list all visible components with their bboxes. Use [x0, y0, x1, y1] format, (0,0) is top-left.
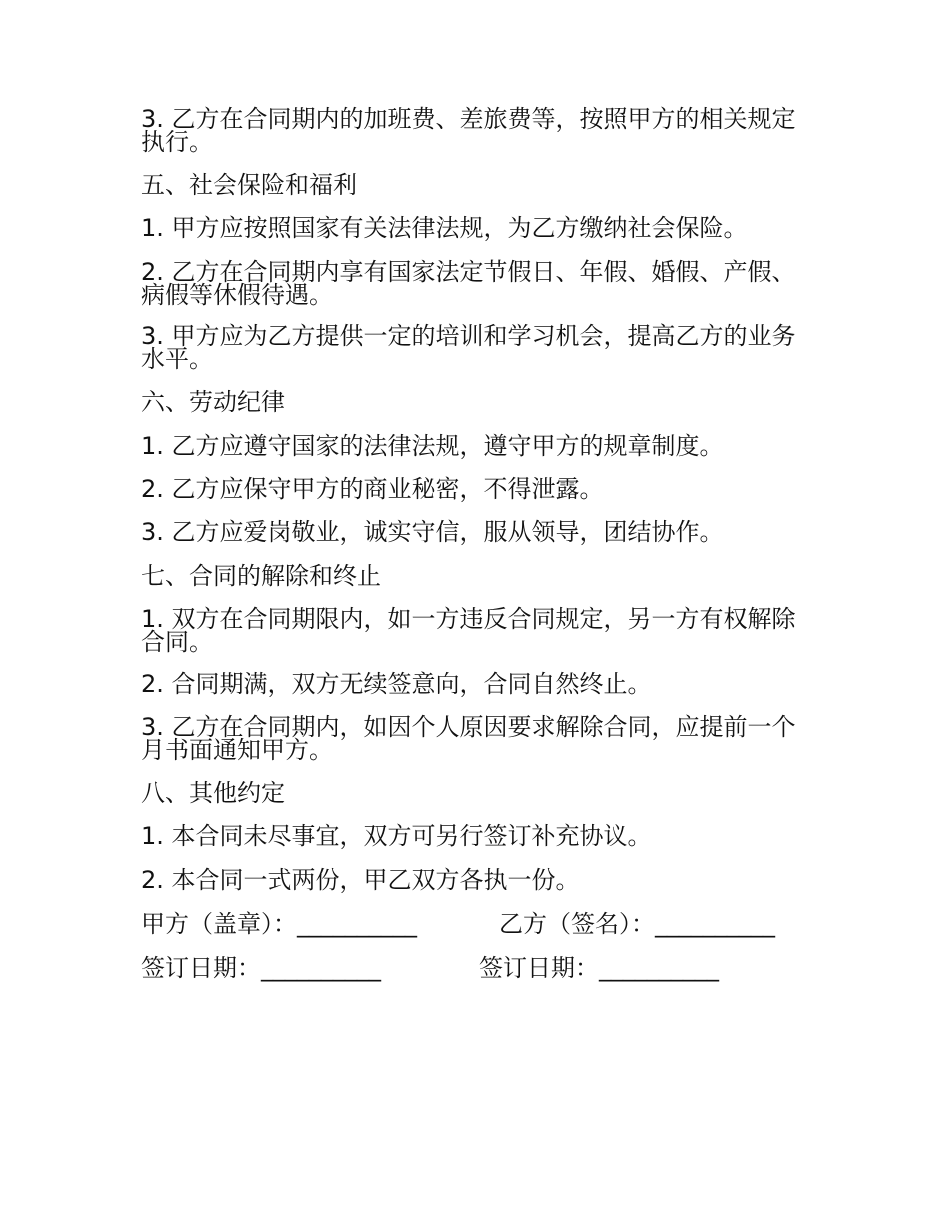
clause-obey-law: 1. 乙方应遵守国家的法律法规，遵守甲方的规章制度。	[141, 432, 724, 460]
clause-overtime-travel: 3. 乙方在合同期内的加班费、差旅费等，按照甲方的相关规定执行。	[141, 105, 796, 156]
clause-training: 3. 甲方应为乙方提供一定的培训和学习机会，提高乙方的业务水平。	[141, 322, 796, 373]
clause-breach-termination: 1. 双方在合同期限内，如一方违反合同规定，另一方有权解除合同。	[141, 605, 796, 656]
clause-social-insurance: 1. 甲方应按照国家有关法律法规，为乙方缴纳社会保险。	[141, 214, 748, 242]
section-heading-social-insurance: 五、社会保险和福利	[141, 171, 357, 199]
section-heading-other: 八、其他约定	[141, 779, 285, 807]
section-heading-termination: 七、合同的解除和终止	[141, 562, 381, 590]
clause-supplementary-agreement: 1. 本合同未尽事宜，双方可另行签订补充协议。	[141, 822, 652, 850]
party-a-date-field: 签订日期：__________	[141, 954, 381, 982]
party-a-signature-field: 甲方（盖章）：__________	[141, 910, 417, 938]
party-b-signature-field: 乙方（签名）：__________	[499, 910, 775, 938]
signing-date-row	[141, 954, 841, 1066]
party-b-date-field: 签订日期：__________	[479, 954, 719, 982]
clause-expiry: 2. 合同期满，双方无续签意向，合同自然终止。	[141, 670, 652, 698]
clause-confidentiality: 2. 乙方应保守甲方的商业秘密，不得泄露。	[141, 475, 604, 503]
clause-dedication: 3. 乙方应爱岗敬业，诚实守信，服从领导，团结协作。	[141, 518, 724, 546]
clause-resignation-notice: 3. 乙方在合同期内，如因个人原因要求解除合同，应提前一个月书面通知甲方。	[141, 713, 796, 764]
clause-copies: 2. 本合同一式两份，甲乙双方各执一份。	[141, 866, 580, 894]
section-heading-labor-discipline: 六、劳动纪律	[141, 388, 285, 416]
clause-holidays: 2. 乙方在合同期内享有国家法定节假日、年假、婚假、产假、病假等休假待遇。	[141, 258, 796, 309]
